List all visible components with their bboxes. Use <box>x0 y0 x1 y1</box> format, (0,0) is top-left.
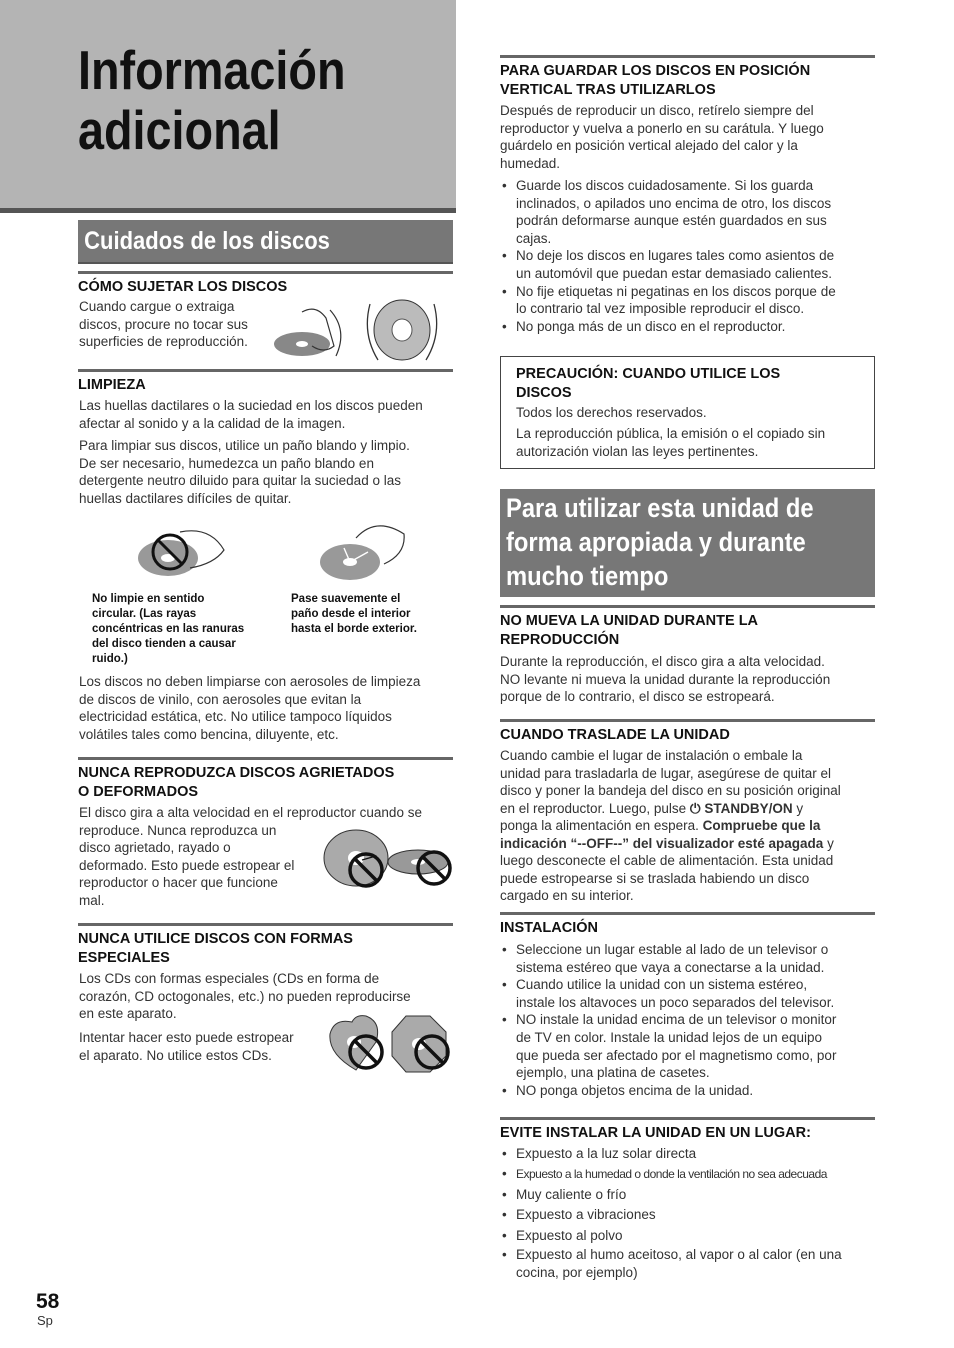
heading-avoid-locations: EVITE INSTALAR LA UNIDAD EN UN LUGAR: <box>500 1117 875 1143</box>
caution-line-1: Todos los derechos reservados. <box>516 405 707 420</box>
caption-no-circular: No limpie en sentido circular. (Las rayas concéntricas en las ranuras del disco tienden a causar ruido.) <box>92 593 245 665</box>
heading-cracked-discs: NUNCA REPRODUZCA DISCOS AGRIETADOS O DEFORMADOS <box>78 757 453 802</box>
list-item: • No deje los discos en lugares tales como asientos de un automóvil que puedan estar demasiado calientes. <box>500 247 880 282</box>
avoid-bullet-list <box>500 1144 885 1282</box>
page-number: 58 <box>36 1290 60 1313</box>
heading-no-move: NO MUEVA LA UNIDAD DURANTE LA REPRODUCCIÓN <box>500 605 875 650</box>
list-item: • Expuesto a la humedad o donde la ventilación no sea adecuada <box>500 1164 885 1184</box>
no-move-text: Durante la reproducción, el disco gira a alta velocidad. NO levante ni mueva la unidad durante la reproducción porque de lo contrario, el disco se estropeará. <box>500 654 831 704</box>
hand-holding-disc-illustration <box>272 300 452 364</box>
installation-bullet-list <box>500 941 880 1099</box>
caution-line-2: La reproducción pública, la emisión o el copiado sin autorización violan las leyes pertinentes. <box>516 426 826 459</box>
list-item: • Expuesto a la luz solar directa <box>500 1144 885 1164</box>
list-item: • Expuesto a vibraciones <box>500 1205 885 1225</box>
list-item: • Expuesto al humo aceitoso, al vapor o al calor (en una cocina, por ejemplo) <box>500 1246 885 1282</box>
heading-storage: PARA GUARDAR LOS DISCOS EN POSICIÓN VERTICAL TRAS UTILIZARLOS <box>500 55 875 100</box>
list-item: • Seleccione un lugar estable al lado de un televisor o sistema estéreo que vaya a conectarse a la unidad. <box>500 941 880 976</box>
circular-wipe-prohibited-illustration <box>130 520 230 580</box>
heading-installation: INSTALACIÓN <box>500 912 875 938</box>
page-title: Información adicional <box>78 39 346 161</box>
shapes-para-2: Intentar hacer esto puede estropear el aparato. No utilice estos CDs. <box>79 1030 294 1063</box>
caution-heading: PRECAUCIÓN: CUANDO UTILICE LOS DISCOS <box>516 366 781 401</box>
caption-wipe-outward: Pase suavemente el paño desde el interior hasta el borde exterior. <box>291 593 417 635</box>
cracked-text: El disco gira a alta velocidad en el reproductor cuando se reproduce. Nunca reproduzca un disco agrietado, rayado o deformado. Esto puede estropear el reproductor o hacer que funcione mal. <box>79 805 422 908</box>
heading-cleaning: LIMPIEZA <box>78 369 453 395</box>
section-banner-disc-care: Cuidados de los discos <box>78 217 453 264</box>
radial-wipe-illustration <box>312 518 412 586</box>
cleaning-para-1: Las huellas dactilares o la suciedad en los discos pueden afectar al sonido y a la calidad de la imagen. <box>79 398 423 431</box>
heading-special-shapes: NUNCA UTILICE DISCOS CON FORMAS ESPECIALES <box>78 923 453 968</box>
holding-text: Cuando cargue o extraiga discos, procure no tocar sus superficies de reproducción. <box>79 299 248 349</box>
list-item: • NO instale la unidad encima de un televisor o monitor de TV en color. Instale la unidad lejos de un equipo que pueda ser afectado por el magnetismo como, por ejemplo, una platina de casetes. <box>500 1011 880 1081</box>
shapes-para-1: Los CDs con formas especiales (CDs en forma de corazón, CD octogonales, etc.) no pueden reproducirse en este aparato. <box>79 971 411 1021</box>
cleaning-para-2: Para limpiar sus discos, utilice un paño blando y limpio. De ser necesario, humedezca un paño blando en detergente neutro diluido para quitar la suciedad o las huellas dactilares difíciles de quitar. <box>79 438 410 506</box>
list-item: • NO ponga objetos encima de la unidad. <box>500 1082 880 1100</box>
storage-bullet-list <box>500 177 880 335</box>
heading-moving: CUANDO TRASLADE LA UNIDAD <box>500 719 875 745</box>
heading-holding: CÓMO SUJETAR LOS DISCOS <box>78 271 453 297</box>
list-item: • Muy caliente o frío <box>500 1185 885 1205</box>
cracked-disc-prohibited-icons <box>322 830 454 890</box>
title-block <box>0 0 456 213</box>
caution-box <box>500 356 875 469</box>
standby-icon: ⏻ <box>689 800 701 816</box>
moving-text: Cuando cambie el lugar de instalación o embale la unidad para trasladarla de lugar, asegúrese de quitar el disco y poner la bandeja del disco en su posición original en el reproductor. Luego, pulse ⏻ STANDBY/ON y ponga la alimentación en espera. Compruebe que la indicación “--OFF--” del visualizador esté apagada y luego desconecte el cable de alimentación. Esta unidad puede estropearse si se traslada habiendo un disco cargado en su interior. <box>500 748 841 903</box>
cleaning-para-3: Los discos no deben limpiarse con aerosoles de limpieza de discos de vinilo, con aerosoles que evitan la electricidad estática, etc. No utilice tampoco líquidos volátiles tales como bencina, diluyente, etc. <box>79 674 421 742</box>
list-item: • No ponga más de un disco en el reproductor. <box>500 318 880 336</box>
list-item: • No fije etiquetas ni pegatinas en los discos porque de lo contrario tal vez imposible reproducir el disco. <box>500 283 880 318</box>
list-item: • Expuesto al polvo <box>500 1226 885 1246</box>
list-item: • Cuando utilice la unidad con un sistema estéreo, instale los altavoces un poco separados del televisor. <box>500 976 880 1011</box>
section-banner-proper-use: Para utilizar esta unidad de forma apropiada y durante mucho tiempo <box>500 486 875 597</box>
storage-text: Después de reproducir un disco, retírelo siempre del reproductor y vuelva a ponerlo en su carátula. Y luego guárdelo en posición vertical alejado del calor y la humedad. <box>500 103 824 171</box>
list-item: • Guarde los discos cuidadosamente. Si los guarda inclinados, o apilados uno encima de otro, los discos podrán deformarse aunque estén guardados en sus cajas. <box>500 177 880 247</box>
language-code: Sp <box>37 1313 53 1328</box>
special-shape-disc-prohibited-icons <box>326 1014 454 1074</box>
